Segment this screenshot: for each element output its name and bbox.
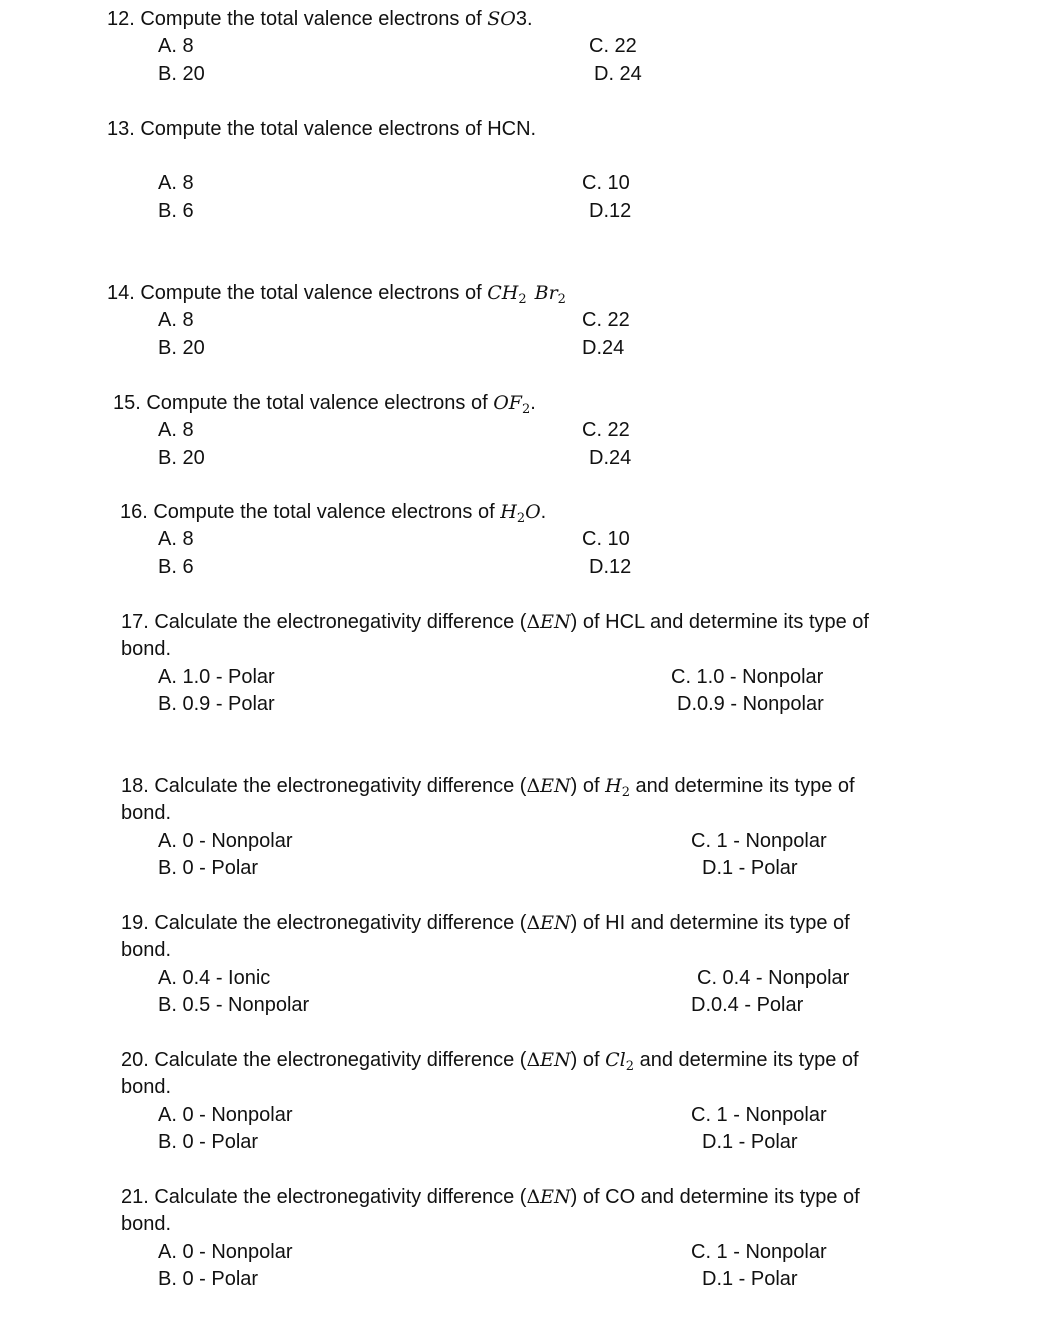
question-21-option-d: D.1 - Polar <box>702 1268 798 1290</box>
question-19-option-a: A. 0.4 - Ionic <box>158 967 271 989</box>
question-19-option-b: B. 0.5 - Nonpolar <box>158 994 310 1016</box>
question-21-stem-cont: bond. <box>121 1213 172 1235</box>
question-20-option-d: D.1 - Polar <box>702 1131 798 1153</box>
question-15-option-a: A. 8 <box>158 419 194 441</box>
question-20-option-a: A. 0 - Nonpolar <box>158 1104 293 1126</box>
question-13-option-b: B. 6 <box>158 200 194 222</box>
question-20-stem: 20. Calculate the electronegativity difference (ΔEN) of $Cl_2$ and determine its type of <box>121 1049 859 1074</box>
question-13-stem: 13. Compute the total valence electrons of HCN. <box>107 118 537 140</box>
question-18-option-d: D.1 - Polar <box>702 857 798 879</box>
question-18-stem: 18. Calculate the electronegativity difference (ΔEN) of $H_2$ and determine its type of <box>121 775 855 800</box>
question-15-stem: 15. Compute the total valence electrons of $OF_2$. <box>113 392 536 417</box>
question-13-option-a: A. 8 <box>158 172 194 194</box>
question-21-option-a: A. 0 - Nonpolar <box>158 1241 293 1263</box>
question-19-option-c: C. 0.4 - Nonpolar <box>697 967 850 989</box>
question-12-option-c: C. 22 <box>589 35 637 57</box>
question-14-option-c: C. 22 <box>582 309 630 331</box>
question-19-option-d: D.0.4 - Polar <box>691 994 804 1016</box>
question-13-option-c: C. 10 <box>582 172 630 194</box>
formula-cl2: $Cl_2$ <box>605 1049 635 1074</box>
question-18-option-b: B. 0 - Polar <box>158 857 259 879</box>
question-20-option-b: B. 0 - Polar <box>158 1131 259 1153</box>
question-17-stem-cont: bond. <box>121 638 172 660</box>
question-12-option-a: A. 8 <box>158 35 194 57</box>
question-16-stem: 16. Compute the total valence electrons of $H_2O$. <box>120 501 547 526</box>
question-21-option-b: B. 0 - Polar <box>158 1268 259 1290</box>
question-16-option-b: B. 6 <box>158 556 194 578</box>
formula-ch2br2: $CH_2$ $Br_2$ <box>487 282 566 307</box>
question-21-option-c: C. 1 - Nonpolar <box>691 1241 827 1263</box>
formula-so3: SO <box>487 8 516 30</box>
question-21-stem: 21. Calculate the electronegativity difference (ΔEN) of CO and determine its type of <box>121 1186 860 1208</box>
question-14-option-a: A. 8 <box>158 309 194 331</box>
question-19-stem-cont: bond. <box>121 939 172 961</box>
question-14-option-d: D.24 <box>582 337 625 359</box>
question-12-option-d: D. 24 <box>594 63 642 85</box>
question-17-stem: 17. Calculate the electronegativity difference (ΔEN) of HCL and determine its type of <box>121 611 869 633</box>
question-13-option-d: D.12 <box>589 200 632 222</box>
question-16-option-c: C. 10 <box>582 528 630 550</box>
question-17-option-b: B. 0.9 - Polar <box>158 693 275 715</box>
question-17-option-c: C. 1.0 - Nonpolar <box>671 666 824 688</box>
question-16-option-a: A. 8 <box>158 528 194 550</box>
question-15-option-b: B. 20 <box>158 447 205 469</box>
question-18-stem-cont: bond. <box>121 802 172 824</box>
formula-h2: $H_2$ <box>605 775 630 800</box>
question-14-stem: 14. Compute the total valence electrons of $CH_2$ $Br_2$ <box>107 282 566 307</box>
formula-of2: $OF_2$ <box>493 392 531 417</box>
question-18-option-a: A. 0 - Nonpolar <box>158 830 293 852</box>
question-20-stem-cont: bond. <box>121 1076 172 1098</box>
question-19-stem: 19. Calculate the electronegativity difference (ΔEN) of HI and determine its type of <box>121 912 850 934</box>
question-12-option-b: B. 20 <box>158 63 205 85</box>
question-15-option-d: D.24 <box>589 447 632 469</box>
formula-h2o: $H_2O$ <box>500 501 541 526</box>
question-17-option-d: D.0.9 - Nonpolar <box>677 693 824 715</box>
question-14-option-b: B. 20 <box>158 337 205 359</box>
question-17-option-a: A. 1.0 - Polar <box>158 666 275 688</box>
question-15-option-c: C. 22 <box>582 419 630 441</box>
question-12-stem: 12. Compute the total valence electrons of SO3. <box>107 8 533 30</box>
question-18-option-c: C. 1 - Nonpolar <box>691 830 827 852</box>
question-16-option-d: D.12 <box>589 556 632 578</box>
question-20-option-c: C. 1 - Nonpolar <box>691 1104 827 1126</box>
